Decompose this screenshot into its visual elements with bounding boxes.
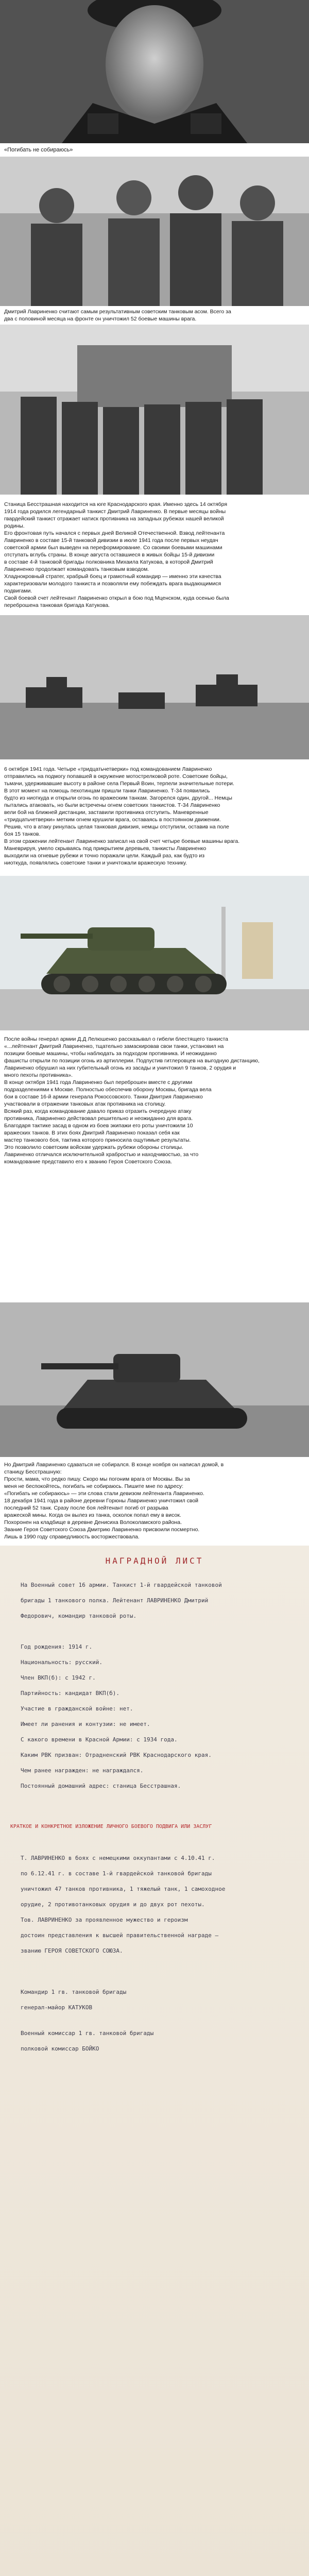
paragraph-4 — [4, 1036, 305, 1165]
text-line: В конце октября 1941 года Лавриненко был переброшен вместе с другими — [4, 1079, 193, 1086]
text-line: фашисты открыли по позиции огонь из артиллерии. Подпустив гитлеровцев на выгодную дистанцию, — [4, 1058, 260, 1064]
doc-line: достоин представления к высшей правительственной награде — — [21, 1932, 219, 1939]
text-line: «тридцатьчетверки» метким огнем крушили врага, оставаясь в постоянном движении. — [4, 817, 221, 823]
text-line: последний 52 танк. Сразу после боя лейтенант погиб от разрыва — [4, 1505, 168, 1511]
paragraph-1 — [4, 308, 305, 323]
text-line: станицу Бесстрашную: — [4, 1469, 62, 1475]
award-document — [0, 1546, 309, 2576]
doc-line: Национальность: русский. — [21, 1659, 102, 1666]
text-line: гвардейский танкист отражает натиск противника на западных рубежах нашей великой — [4, 516, 224, 522]
paragraph-5 — [4, 1461, 305, 1540]
text-line: участвовали в отражении танковых атак противника на столицу. — [4, 1101, 166, 1107]
doc-signature-line: полковой комиссар БОЙКО — [21, 2045, 99, 2052]
text-line: Хладнокровный стратег, храбрый боец и грамотный командир — именно эти качества — [4, 573, 221, 580]
text-line: Благодаря тактике засад в одном из боев экипажи его роты уничтожили 10 — [4, 1123, 193, 1129]
text-line: подвигами. — [4, 588, 32, 594]
quote-caption: «Погибать не собираюсь» — [4, 147, 73, 153]
text-line: выходили на огневые рубежи и точно поражали цели. Каждый раз, как будто из — [4, 853, 205, 859]
doc-line: Чем ранее награжден: не награждался. — [21, 1767, 144, 1774]
doc-signature-line: Командир 1 гв. танковой бригады — [21, 1989, 127, 1995]
doc-line: С какого времени в Красной Армии: с 1934 года. — [21, 1736, 178, 1743]
text-line: «Погибать не собираюсь» — эти слова стали девизом лейтенанта Лавриненко. — [4, 1490, 204, 1497]
text-line: советской армии был выведен на переформирование. Со своими боевыми машинами — [4, 545, 222, 551]
text-line: Всякий раз, когда командование давало приказ отразить очередную атаку — [4, 1108, 192, 1114]
portrait-photo — [0, 0, 309, 143]
text-line: отправились на подмогу попавшей в окружение мотострелковой роте. Советские бойцы, — [4, 773, 228, 779]
text-line: меня не беспокойтесь, погибать не собираюсь. Пишите мне по адресу: — [4, 1483, 184, 1489]
text-line: Но Дмитрий Лавриненко сдаваться не собирался. В конце ноября он написал домой, в — [4, 1462, 224, 1468]
doc-line: Год рождения: 1914 г. — [21, 1643, 93, 1650]
text-line: характеризовали молодого танкиста и позволяли ему побеждать врага выдающимися — [4, 581, 221, 587]
text-line: вели бой на ближней дистанции, заставили противника отступить. Маневренные — [4, 809, 209, 816]
doc-line: Имеет ли ранения и контузии: не имеет. — [21, 1721, 150, 1727]
text-line: 1914 года родился легендарный танкист Дмитрий Лавриненко. В первые месяцы войны — [4, 509, 226, 515]
doc-line: званию ГЕРОЯ СОВЕТСКОГО СОЮЗА. — [21, 1947, 123, 1954]
text-line: Прости, мама, что редко пишу. Скоро мы погоним врага от Москвы. Вы за — [4, 1476, 190, 1482]
doc-line: по 6.12.41 г. в составе 1-й гвардейской танковой бригады — [21, 1870, 212, 1877]
text-line: боя 15 танков. — [4, 831, 41, 837]
text-line: Лавриненко в составе 15-й танковой дивизии в июле 1941 года после первых неудач — [4, 537, 218, 544]
text-line: Решив, что в атаку ринулась целая танковая дивизия, немцы отступили, оставив на поле — [4, 824, 229, 830]
text-line: будто из ниоткуда и открыли огонь по вражеским танкам. Загорелся один, другой... Немцы — [4, 795, 232, 801]
doc-line: орудие, 2 противотанковых орудия и до двух рот пехоты. — [21, 1901, 205, 1908]
text-line: тьмачи, удерживавшие высоту в районе села Первый Воин, терпели значительные потери. — [4, 781, 234, 787]
text-line: В этот момент на помощь пехотинцам пришли танки Лавриненко. Т-34 появились — [4, 788, 210, 794]
text-line: вражеской мины. Когда он вылез из танка, осколок попал ему в висок. — [4, 1512, 181, 1518]
text-line: Его фронтовая путь начался с первых дней Великой Отечественной. Взвод лейтенанта — [4, 530, 225, 536]
text-line: позиции боевые машины, чтобы наблюдать за подходом противника. И неожиданно — [4, 1050, 217, 1057]
text-line: Лавриненко продолжает командовать танковым взводом. — [4, 566, 149, 572]
doc-line: Партийность: кандидат ВКП(б). — [21, 1690, 120, 1697]
doc-signature-line: Военный комиссар 1 гв. танковой бригады — [21, 2030, 154, 2037]
text-line: отступать вглубь страны. В конце августа оставшиеся в живых бойцы 15-й дивизии — [4, 552, 215, 558]
doc-line: бригады 1 танкового полка. Лейтенант ЛАВРИНЕНКО Дмитрий — [21, 1597, 209, 1604]
text-line: два с половиной месяца на фронте он уничтожил 52 боевые машины врага. — [4, 316, 197, 322]
doc-line: Член ВКП(б): с 1942 г. — [21, 1674, 96, 1681]
text-line: пытались атаковать, но были встречены огнем советских танкистов. Т-34 Лавриненко — [4, 802, 220, 808]
text-line: бои в составе 16-й армии генерала Рокоссовского. Танки Дмитрия Лавриненко — [4, 1094, 203, 1100]
text-line: вражеских танков. В этих боях Дмитрий Лавриненко показал себя как — [4, 1130, 180, 1136]
doc-line: Каким РВК призван: Отрадненский РВК Краснодарского края. — [21, 1752, 212, 1758]
doc-signature-line: генерал-майор КАТУКОВ — [21, 2004, 93, 2011]
t34-illustration — [0, 876, 309, 1030]
text-line: много пехоты противника». — [4, 1072, 73, 1078]
award-document-title: НАГРАДНОЙ ЛИСТ — [105, 1556, 204, 1566]
text-line: Маневрируя, умело скрываясь под прикрытием деревьев, танкисты Лавриненко — [4, 845, 207, 852]
doc-line: уничтожил 47 танков противника, 1 тяжелый танк, 1 самоходное — [21, 1886, 226, 1892]
text-line: 6 октября 1941 года. Четыре «тридцатьчетверки» под командованием Лавриненко — [4, 766, 212, 772]
group-photo — [0, 325, 309, 495]
doc-section-heading: КРАТКОЕ И КОНКРЕТНОЕ ИЗЛОЖЕНИЕ ЛИЧНОГО БОЕВОГО ПОДВИГА ИЛИ ЗАСЛУГ — [10, 1824, 212, 1829]
doc-line: Участие в гражданской войне: нет. — [21, 1705, 133, 1712]
text-line: Звание Героя Советского Союза Дмитрию Лавриненко присвоили посмертно. — [4, 1527, 200, 1533]
portrait-illustration — [0, 0, 309, 143]
doc-line: Федорович, командир танковой роты. — [21, 1613, 137, 1619]
text-line: Свой боевой счет лейтенант Лавриненко открыл в бою под Мценском, куда осенью была — [4, 595, 229, 601]
text-line: «...лейтенант Дмитрий Лавриненко, тщательно замаскировав свои танки, установил на — [4, 1043, 224, 1049]
doc-line: Т. ЛАВРИНЕНКО в боях с немецкими оккупантами с 4.10.41 г. — [21, 1855, 215, 1861]
text-line: переброшена танковая бригада Катукова. — [4, 602, 110, 608]
text-line: в составе 4-й танковой бригады полковника Михаила Катукова, в которой Дмитрий — [4, 559, 213, 565]
t34-color-photo — [0, 876, 309, 1030]
tank-crew-photo — [0, 157, 309, 306]
text-line: Станица Бесстрашная находится на юге Краснодарского края. Именно здесь 14 октября — [4, 501, 228, 507]
text-line: командование представило его к званию Героя Советского Союза. — [4, 1159, 173, 1165]
text-line: Лавриненко отличался исключительной храбростью и находчивостью, за что — [4, 1151, 199, 1158]
tank-crew-illustration — [0, 157, 309, 306]
t34-bw-illustration — [0, 1302, 309, 1457]
text-line: Похоронен на кладбище в деревне Денисиха Волоколамского района. — [4, 1519, 182, 1526]
text-line: После войны генерал армии Д.Д Лелюшенко рассказывал о гибели блестящего танкиста — [4, 1036, 228, 1042]
text-line: 18 декабря 1941 года в районе деревни Горюны Лавриненко уничтожил свой — [4, 1498, 199, 1504]
text-line: родины. — [4, 523, 25, 529]
text-line: Это позволило советским войскам удержать рубежи обороны столицы. — [4, 1144, 183, 1150]
field-tanks-photo — [0, 615, 309, 759]
text-line: подразделениями к Москве. Полностью обеспечив оборону Москвы, бригада вела — [4, 1087, 212, 1093]
text-line: мастер танкового боя, тактика которого приносила ощутимые результаты. — [4, 1137, 191, 1143]
text-line: Лавриненко обрушил на них губительный огонь из засады и уничтожил 9 танков, 2 орудия и — [4, 1065, 236, 1071]
text-line: Дмитрий Лавриненко считают самым результативным советским танковым асом. Всего за — [4, 309, 231, 315]
text-line: В этом сражении лейтенант Лавриненко записал на свой счет четыре боевые машины врага. — [4, 838, 240, 844]
doc-line: Тов. ЛАВРИНЕНКО за проявленное мужество и героизм — [21, 1917, 188, 1923]
text-line: ниоткуда, появлялись советские танки и уничтожали вражескую технику. — [4, 860, 187, 866]
doc-line: На Военный совет 16 армии. Танкист 1-й гвардейской танковой — [21, 1582, 222, 1588]
text-line: Лишь в 1990 году справедливость восторжествовала. — [4, 1534, 140, 1540]
group-illustration — [0, 325, 309, 495]
t34-bw-photo — [0, 1302, 309, 1457]
doc-line: Постоянный домашний адрес: станица Бесстрашная. — [21, 1783, 181, 1789]
field-tanks-illustration — [0, 615, 309, 759]
text-line: противника, Лавриненко действовал решительно и неожиданно для врага. — [4, 1115, 193, 1122]
paragraph-2 — [4, 501, 305, 609]
paragraph-3 — [4, 766, 305, 867]
